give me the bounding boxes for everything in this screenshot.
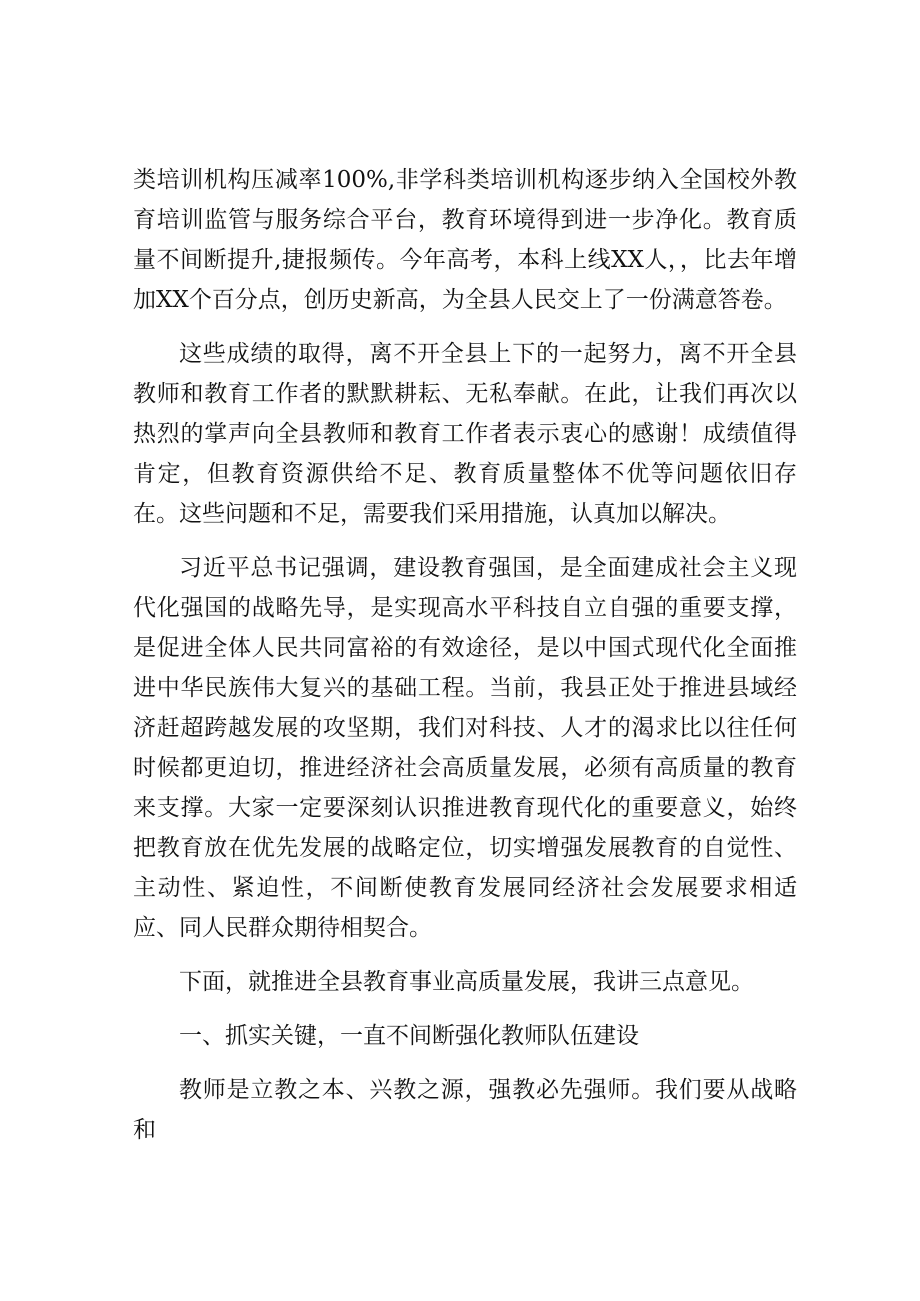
paragraph-continuation: 类培训机构压减率100%,非学科类培训机构逐步纳入全国校外教育培训监管与服务综合平台，教育环境得到进一步净化。教育质量不间断提升,捷报频传。今年高考，本科上线XX人，，比去年增加XX个百分点，创历史新高，为全县人民交上了一份满意答卷。 [133, 167, 797, 313]
paragraph-teachers: 教师是立教之本、兴教之源，强教必先强师。我们要从战略和 [133, 1077, 797, 1143]
paragraph-achievements: 这些成绩的取得，离不开全县上下的一起努力，离不开全县教师和教育工作者的默默耕耘、无私奉献。在此，让我们再次以热烈的掌声向全县教师和教育工作者表示衷心的感谢！成绩值得肯定，但教育资源供给不足、教育质量整体不优等问题依旧存在。这些问题和不足，需要我们采用措施，认真加以解决。 [133, 341, 797, 527]
section-heading-1: 一、抓实关键，一直不间断强化教师队伍建设 [179, 1023, 639, 1049]
paragraph-three-opinions: 下面，就推进全县教育事业高质量发展，我讲三点意见。 [179, 969, 754, 995]
paragraph-education-power: 习近平总书记强调，建设教育强国，是全面建成社会主义现代化强国的战略先导，是实现高水平科技自立自强的重要支撑，是促进全体人民共同富裕的有效途径，是以中国式现代化全面推进中华民族伟大复兴的基础工程。当前，我县正处于推进县域经济赶超跨越发展的攻坚期，我们对科技、人才的渴求比以往任何时候都更迫切，推进经济社会高质量发展，必须有高质量的教育来支撑。大家一定要深刻认识推进教育现代化的重要意义，始终把教育放在优先发展的战略定位，切实增强发展教育的自觉性、主动性、紧迫性，不间断使教育发展同经济社会发展要求相适应、同人民群众期待相契合。 [133, 555, 797, 941]
document-body [133, 160, 797, 1164]
